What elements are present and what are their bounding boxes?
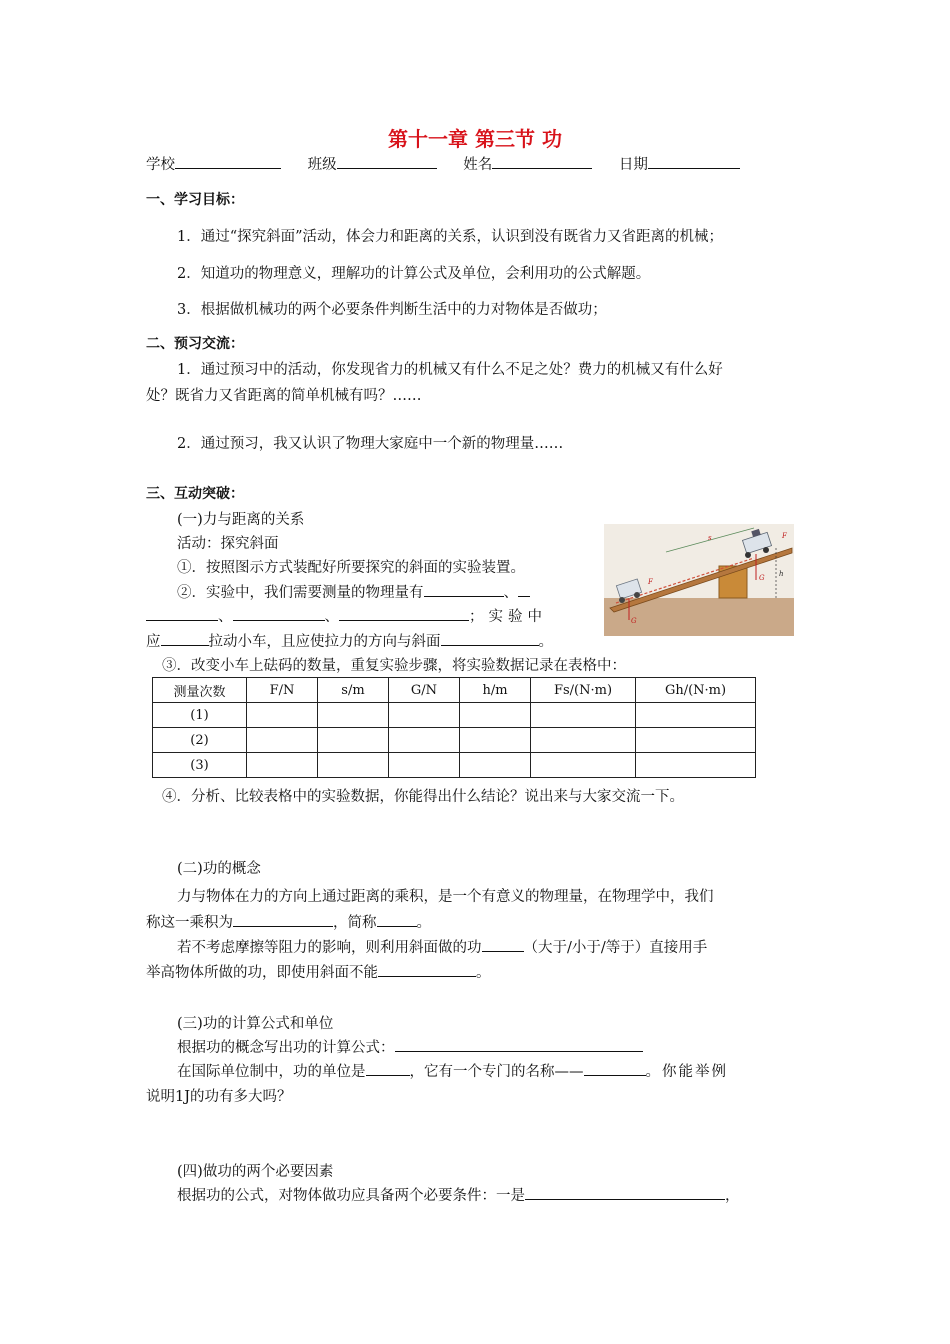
section3-heading: 三、互动突破： (146, 486, 244, 502)
step2-line1: ②．实验中，我们需要测量的物理量有 、 (177, 581, 530, 602)
part4-p1: 根据功的公式，对物体做功应具备两个必要条件：一是 ， (177, 1184, 740, 1205)
part4-title: (四)做功的两个必要因素 (177, 1164, 334, 1180)
name-label: 姓名 (463, 157, 493, 173)
table-cell[interactable] (247, 703, 318, 728)
table-cell[interactable] (389, 703, 460, 728)
save-work-blank[interactable] (378, 961, 476, 977)
school-blank[interactable] (175, 153, 281, 169)
table-cell[interactable] (247, 753, 318, 778)
part3-p2-line2: 说明1J的功有多大吗？ (146, 1089, 292, 1105)
part2-p2-line1: 若不考虑摩擦等阻力的影响，则利用斜面做的功 （大于/小于/等于）直接用手 (177, 936, 707, 957)
class-label: 班级 (307, 157, 337, 173)
table-cell[interactable] (460, 753, 531, 778)
goal-item-2: 2．知道功的物理意义，理解功的计算公式及单位，会利用功的公式解题。 (177, 266, 651, 282)
work-product-blank[interactable] (233, 911, 333, 927)
table-cell[interactable] (531, 703, 636, 728)
preview-q1-line2: 处？既省力又省距离的简单机械有吗？…… (146, 388, 422, 404)
part2-p2-line2: 举高物体所做的功，即使用斜面不能 。 (146, 961, 491, 982)
table-cell[interactable] (636, 753, 756, 778)
label-s: s (708, 534, 712, 542)
table-cell[interactable] (460, 703, 531, 728)
table-cell[interactable] (531, 728, 636, 753)
part3-title: (三)功的计算公式和单位 (177, 1016, 334, 1032)
table-cell[interactable] (318, 728, 389, 753)
step2-line2: 、 、 ；实验中 (146, 605, 547, 626)
step1: ①．按照图示方式装配好所要探究的斜面的实验装置。 (177, 560, 525, 576)
col-header: F/N (247, 678, 318, 703)
table-row (153, 728, 756, 753)
direction-blank[interactable] (441, 630, 539, 646)
incline-experiment-figure (604, 524, 794, 636)
col-header: 测量次数 (153, 678, 247, 703)
page-title: 第十一章 第三节 功 (388, 127, 562, 151)
table-row (153, 753, 756, 778)
table-cell[interactable] (389, 728, 460, 753)
step4: ④．分析、比较表格中的实验数据，你能得出什么结论？说出来与大家交流一下。 (162, 789, 684, 805)
table-cell[interactable] (636, 703, 756, 728)
formula-blank[interactable] (395, 1036, 643, 1052)
unit-blank[interactable] (366, 1060, 410, 1076)
table-cell[interactable] (318, 753, 389, 778)
info-line (146, 153, 762, 174)
date-blank[interactable] (648, 153, 740, 169)
measure-blank-4[interactable] (339, 605, 469, 621)
school-label: 学校 (146, 157, 175, 173)
row-label: (1) (153, 703, 247, 728)
compare-blank[interactable] (482, 936, 524, 952)
goal-item-1: 1．通过“探究斜面”活动，体会力和距离的关系，认识到没有既省力又省距离的机械； (177, 229, 724, 245)
measure-blank-3[interactable] (233, 605, 325, 621)
label-f-left: F (648, 578, 653, 586)
step3: ③．改变小车上砝码的数量，重复实验步骤，将实验数据记录在表格中： (162, 658, 626, 674)
goal-item-3: 3．根据做机械功的两个必要条件判断生活中的力对物体是否做功； (177, 302, 607, 318)
condition1-blank[interactable] (525, 1184, 725, 1200)
section2-heading: 二、预习交流： (146, 336, 244, 352)
measure-blank-2b[interactable] (146, 605, 218, 621)
table-cell[interactable] (389, 753, 460, 778)
section1-heading: 一、学习目标： (146, 192, 244, 208)
table-cell[interactable] (247, 728, 318, 753)
part1-title: (一)力与距离的关系 (177, 512, 305, 528)
table-cell[interactable] (531, 753, 636, 778)
activity-label: 活动：探究斜面 (177, 536, 279, 552)
table-cell[interactable] (318, 703, 389, 728)
incline-diagram (604, 524, 794, 636)
preview-q1-line1: 1．通过预习中的活动，你发现省力的机械又有什么不足之处？费力的机械又有什么好 (177, 362, 723, 378)
col-header: G/N (389, 678, 460, 703)
unit-name-blank[interactable] (584, 1060, 646, 1076)
part2-p1-line2: 称这一乘积为 ，简称 。 (146, 911, 431, 932)
label-h: h (779, 570, 784, 578)
col-header: s/m (318, 678, 389, 703)
part2-title: (二)功的概念 (177, 861, 261, 877)
col-header: Fs/(N·m) (531, 678, 636, 703)
row-label: (2) (153, 728, 247, 753)
work-short-blank[interactable] (377, 911, 417, 927)
table-cell[interactable] (636, 728, 756, 753)
table-cell[interactable] (460, 728, 531, 753)
data-table (152, 677, 756, 778)
col-header: Gh/(N·m) (636, 678, 756, 703)
label-g-right: G (759, 574, 765, 582)
date-label: 日期 (618, 157, 648, 173)
label-g-left: G (631, 617, 637, 625)
label-f-right: F (782, 532, 787, 540)
part3-p2-line1: 在国际单位制中，功的单位是 ，它有一个专门的名称—— 。你能举例 (177, 1060, 728, 1081)
step2-line3: 应 拉动小车，且应使拉力的方向与斜面 。 (146, 630, 553, 651)
class-blank[interactable] (337, 153, 437, 169)
measure-blank-1[interactable] (424, 581, 504, 597)
measure-blank-2a[interactable] (518, 581, 530, 597)
preview-q2: 2．通过预习，我又认识了物理大家庭中一个新的物理量…… (177, 436, 564, 452)
row-label: (3) (153, 753, 247, 778)
table-row (153, 703, 756, 728)
pull-method-blank[interactable] (161, 630, 209, 646)
part3-p1: 根据功的概念写出功的计算公式： (177, 1036, 643, 1057)
part2-p1-line1: 力与物体在力的方向上通过距离的乘积，是一个有意义的物理量，在物理学中，我们 (177, 889, 714, 905)
col-header: h/m (460, 678, 531, 703)
table-header-row (153, 678, 756, 703)
name-blank[interactable] (492, 153, 592, 169)
